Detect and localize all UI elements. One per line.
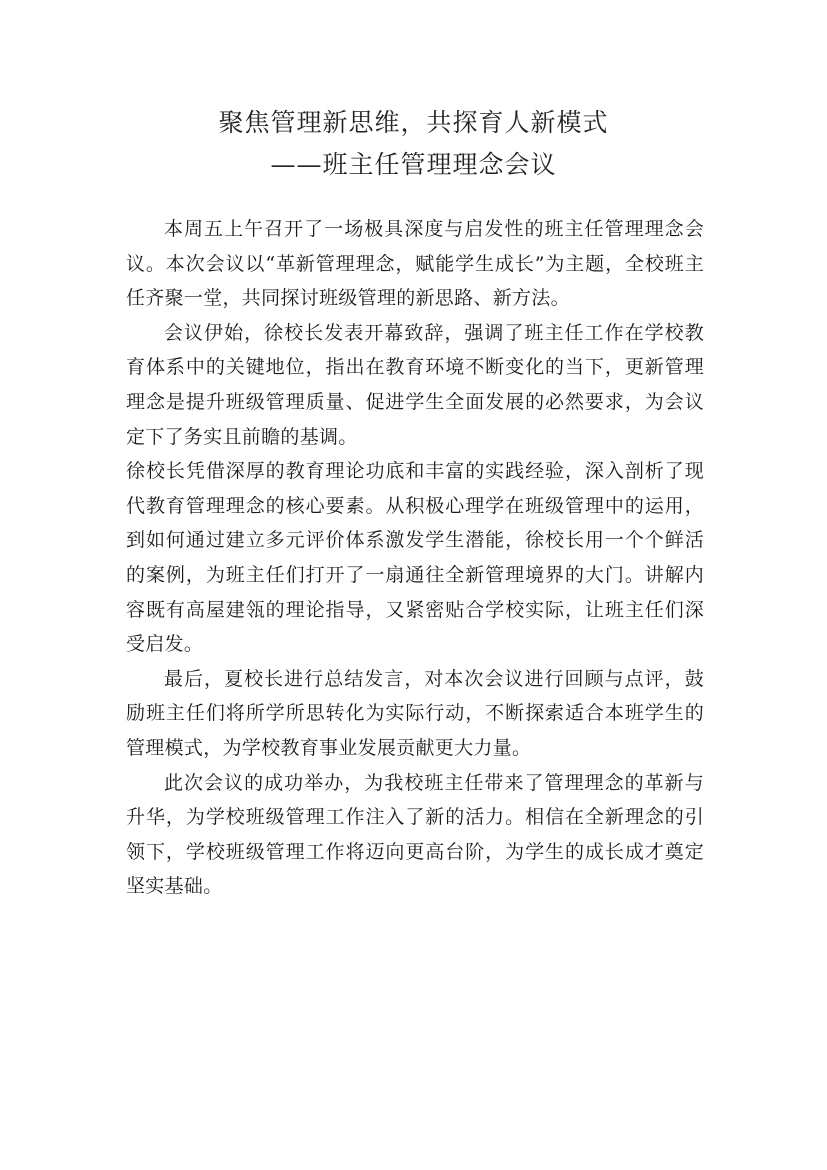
document-subtitle: ——班主任管理理念会议 (270, 150, 557, 179)
document-title: 聚焦管理新思维，共探育人新模式 (218, 108, 609, 137)
document-body (126, 212, 704, 904)
paragraph-intro: 本周五上午召开了一场极具深度与启发性的班主任管理理念会议。本次会议以“革新管理理念，赋能学生成长”为主题，全校班主任齐聚一堂，共同探讨班级管理的新思路、新方法。 (126, 218, 704, 310)
paragraph-opening-speech: 会议伊始，徐校长发表开幕致辞，强调了班主任工作在学校教育体系中的关键地位，指出在教育环境不断变化的当下，更新管理理念是提升班级管理质量、促进学生全面发展的必然要求，为会议定下了务实且前瞻的基调。 (126, 321, 704, 448)
paragraph-conclusion: 此次会议的成功举办，为我校班主任带来了管理理念的革新与升华，为学校班级管理工作注入了新的活力。相信在全新理念的引领下，学校班级管理工作将迈向更高台阶，为学生的成长成才奠定坚实基础。 (126, 771, 704, 898)
paragraph-summary: 最后，夏校长进行总结发言，对本次会议进行回顾与点评，鼓励班主任们将所学所思转化为实际行动，不断探索适合本班学生的管理模式，为学校教育事业发展贡献更大力量。 (126, 667, 704, 759)
paragraph-lecture: 徐校长凭借深厚的教育理论功底和丰富的实践经验，深入剖析了现代教育管理理念的核心要素。从积极心理学在班级管理中的运用，到如何通过建立多元评价体系激发学生潜能，徐校长用一个个鲜活的案例，为班主任们打开了一扇通往全新管理境界的大门。讲解内容既有高屋建瓴的理论指导，又紧密贴合学校实际，让班主任们深受启发。 (126, 460, 704, 656)
